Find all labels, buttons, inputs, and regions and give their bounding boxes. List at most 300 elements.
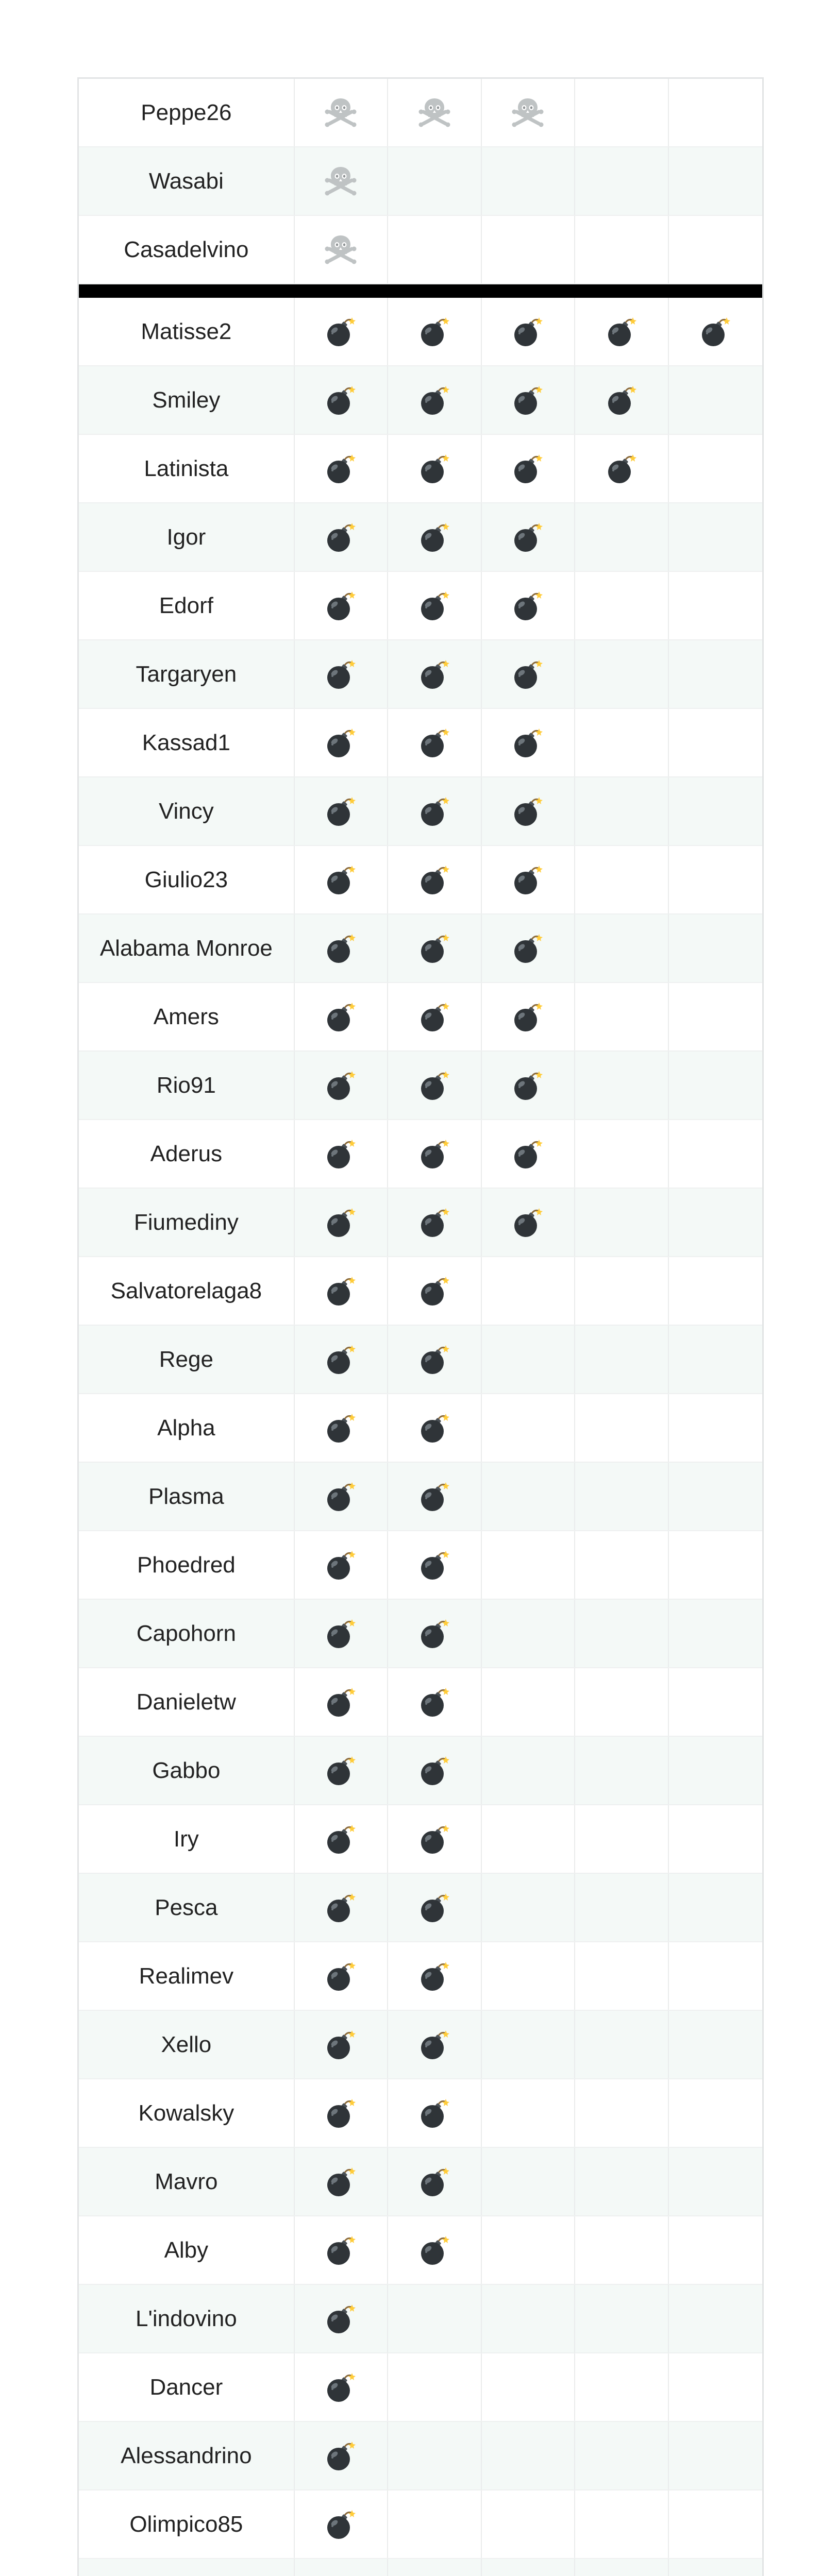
bomb-icon (324, 1754, 357, 1787)
bomb-icon (418, 932, 451, 965)
bomb-icon (324, 2028, 357, 2061)
mark-cell (669, 1942, 762, 2010)
bomb-icon (418, 2097, 451, 2130)
mark-cell (482, 1600, 575, 1667)
mark-cell (295, 2422, 388, 2489)
table-row (79, 1805, 762, 1874)
bomb-icon (511, 589, 544, 622)
player-name (79, 2559, 295, 2576)
player-name: Casadelvino (79, 216, 295, 283)
table-row (79, 1120, 762, 1189)
mark-cell (669, 1600, 762, 1667)
table-row (79, 2353, 762, 2422)
table-row (79, 777, 762, 846)
bomb-icon (324, 2439, 357, 2472)
mark-cell (388, 366, 481, 434)
mark-cell (575, 1874, 668, 1941)
mark-cell (482, 366, 575, 434)
player-name: Rio91 (79, 1052, 295, 1119)
table-row (79, 1874, 762, 1942)
mark-cell (295, 503, 388, 571)
mark-cell (669, 2353, 762, 2421)
bomb-icon (324, 2371, 357, 2404)
mark-cell (482, 846, 575, 913)
mark-cell (669, 1531, 762, 1599)
mark-cell (388, 1394, 481, 1462)
player-name: Edorf (79, 572, 295, 639)
player-name: Igor (79, 503, 295, 571)
mark-cell (388, 2559, 481, 2576)
bomb-icon (418, 726, 451, 759)
mark-cell (575, 1120, 668, 1188)
mark-cell (388, 147, 481, 215)
bomb-icon (418, 1960, 451, 1993)
bomb-icon (418, 1275, 451, 1308)
mark-cell (295, 1394, 388, 1462)
bomb-icon (418, 1891, 451, 1924)
player-name: Iry (79, 1805, 295, 1873)
player-name: Alabama Monroe (79, 914, 295, 982)
bomb-icon (418, 1617, 451, 1650)
player-name: Alpha (79, 1394, 295, 1462)
mark-cell (388, 1874, 481, 1941)
mark-cell (482, 777, 575, 845)
table-row (79, 2079, 762, 2148)
mark-cell (575, 1257, 668, 1325)
mark-cell (669, 1463, 762, 1530)
mark-cell (388, 1257, 481, 1325)
mark-cell (575, 2353, 668, 2421)
table-row (79, 2148, 762, 2216)
mark-cell (482, 216, 575, 283)
table-row (79, 1189, 762, 1257)
mark-cell (575, 1737, 668, 1804)
mark-cell (575, 1326, 668, 1393)
player-name: Phoedred (79, 1531, 295, 1599)
mark-cell (295, 777, 388, 845)
mark-cell (295, 709, 388, 776)
bomb-icon (511, 452, 544, 485)
bomb-icon (324, 2165, 357, 2198)
bomb-icon (324, 1343, 357, 1376)
mark-cell (669, 2285, 762, 2352)
mark-cell (388, 983, 481, 1050)
table-row (79, 216, 762, 284)
mark-cell (575, 709, 668, 776)
bomb-icon (511, 384, 544, 417)
mark-cell (482, 1942, 575, 2010)
bomb-icon (324, 2508, 357, 2541)
mark-cell (388, 2353, 481, 2421)
table-row (79, 366, 762, 435)
bomb-icon (418, 863, 451, 896)
mark-cell (575, 1189, 668, 1256)
table-row (79, 2559, 762, 2576)
player-name: Plasma (79, 1463, 295, 1530)
mark-cell (575, 503, 668, 571)
mark-cell (669, 2011, 762, 2078)
mark-cell (388, 1189, 481, 1256)
player-name: Mavro (79, 2148, 295, 2215)
bomb-icon (418, 2234, 451, 2267)
mark-cell (669, 983, 762, 1050)
bomb-icon (418, 1480, 451, 1513)
player-name: Vincy (79, 777, 295, 845)
bomb-icon (324, 521, 357, 554)
mark-cell (482, 983, 575, 1050)
mark-cell (295, 983, 388, 1050)
player-name: Fiumediny (79, 1189, 295, 1256)
mark-cell (482, 79, 575, 146)
bomb-icon (324, 589, 357, 622)
table-row (79, 435, 762, 503)
mark-cell (575, 2422, 668, 2489)
mark-cell (482, 2559, 575, 2576)
mark-cell (295, 1052, 388, 1119)
mark-cell (482, 1257, 575, 1325)
skull-crossbones-icon (511, 96, 544, 129)
mark-cell (575, 2285, 668, 2352)
mark-cell (575, 216, 668, 283)
bomb-icon (511, 1206, 544, 1239)
mark-cell (295, 147, 388, 215)
mark-cell (669, 1257, 762, 1325)
table-row (79, 79, 762, 147)
mark-cell (482, 1326, 575, 1393)
bomb-icon (605, 384, 638, 417)
mark-cell (295, 2353, 388, 2421)
table-row (79, 914, 762, 983)
mark-cell (388, 298, 481, 365)
mark-cell (669, 2216, 762, 2284)
player-name: Pesca (79, 1874, 295, 1941)
mark-cell (575, 1805, 668, 1873)
mark-cell (295, 846, 388, 913)
mark-cell (388, 1326, 481, 1393)
mark-cell (388, 777, 481, 845)
mark-cell (482, 503, 575, 571)
player-name: Kassad1 (79, 709, 295, 776)
mark-cell (295, 1531, 388, 1599)
mark-cell (295, 914, 388, 982)
mark-cell (388, 2216, 481, 2284)
mark-cell (482, 572, 575, 639)
mark-cell (388, 914, 481, 982)
mark-cell (482, 1463, 575, 1530)
bomb-icon (324, 1960, 357, 1993)
mark-cell (295, 2148, 388, 2215)
bomb-icon (418, 1138, 451, 1171)
mark-cell (669, 640, 762, 708)
mark-cell (295, 2216, 388, 2284)
mark-cell (388, 1120, 481, 1188)
bomb-icon (324, 384, 357, 417)
bomb-icon (418, 452, 451, 485)
mark-cell (482, 1737, 575, 1804)
mark-cell (482, 147, 575, 215)
table-row (79, 1326, 762, 1394)
player-name: Kowalsky (79, 2079, 295, 2147)
table-row (79, 983, 762, 1052)
table-row (79, 298, 762, 366)
bomb-icon (418, 315, 451, 348)
bomb-icon (324, 1823, 357, 1856)
bomb-icon (418, 1412, 451, 1445)
bomb-icon (511, 521, 544, 554)
mark-cell (482, 1874, 575, 1941)
bomb-icon (324, 1617, 357, 1650)
mark-cell (295, 2490, 388, 2558)
player-name: Smiley (79, 366, 295, 434)
mark-cell (669, 2079, 762, 2147)
bomb-icon (324, 658, 357, 691)
group-divider (79, 284, 762, 298)
mark-cell (482, 1805, 575, 1873)
mark-cell (388, 216, 481, 283)
bomb-icon (418, 1001, 451, 1033)
table-row (79, 1531, 762, 1600)
mark-cell (669, 147, 762, 215)
player-name: Alessandrino (79, 2422, 295, 2489)
bomb-icon (418, 1069, 451, 1102)
mark-cell (669, 298, 762, 365)
mark-cell (388, 1668, 481, 1736)
mark-cell (669, 1668, 762, 1736)
mark-cell (295, 572, 388, 639)
mark-cell (482, 1052, 575, 1119)
bomb-icon (324, 863, 357, 896)
mark-cell (575, 914, 668, 982)
bomb-icon (324, 1206, 357, 1239)
player-name: Gabbo (79, 1737, 295, 1804)
bomb-icon (324, 1412, 357, 1445)
mark-cell (575, 298, 668, 365)
mark-cell (575, 1531, 668, 1599)
mark-cell (669, 366, 762, 434)
bomb-icon (418, 1754, 451, 1787)
bomb-icon (324, 1069, 357, 1102)
skull-crossbones-icon (418, 96, 451, 129)
mark-cell (575, 2559, 668, 2576)
mark-cell (482, 1668, 575, 1736)
mark-cell (295, 1326, 388, 1393)
mark-cell (482, 2011, 575, 2078)
mark-cell (295, 216, 388, 283)
mark-cell (482, 1189, 575, 1256)
mark-cell (388, 1052, 481, 1119)
mark-cell (388, 2422, 481, 2489)
mark-cell (388, 435, 481, 502)
table-row (79, 846, 762, 914)
bomb-icon (511, 795, 544, 828)
mark-cell (575, 983, 668, 1050)
mark-cell (295, 1668, 388, 1736)
mark-cell (388, 1805, 481, 1873)
bomb-icon (324, 1549, 357, 1582)
mark-cell (482, 2285, 575, 2352)
mark-cell (669, 1189, 762, 1256)
mark-cell (388, 1531, 481, 1599)
player-name: Latinista (79, 435, 295, 502)
mark-cell (482, 435, 575, 502)
mark-cell (669, 2559, 762, 2576)
mark-cell (295, 298, 388, 365)
mark-cell (388, 1600, 481, 1667)
mark-cell (575, 846, 668, 913)
bomb-icon (418, 2028, 451, 2061)
mark-cell (575, 640, 668, 708)
table-row (79, 503, 762, 572)
mark-cell (575, 435, 668, 502)
mark-cell (295, 1737, 388, 1804)
mark-cell (295, 2011, 388, 2078)
player-name: L'indovino (79, 2285, 295, 2352)
mark-cell (388, 2285, 481, 2352)
mark-cell (482, 2216, 575, 2284)
bomb-icon (511, 726, 544, 759)
mark-cell (295, 1463, 388, 1530)
bomb-icon (511, 863, 544, 896)
mark-cell (575, 1600, 668, 1667)
mark-cell (388, 572, 481, 639)
mark-cell (575, 1052, 668, 1119)
mark-cell (575, 366, 668, 434)
table-row (79, 2285, 762, 2353)
player-name: Realimev (79, 1942, 295, 2010)
player-name: Aderus (79, 1120, 295, 1188)
mark-cell (669, 1120, 762, 1188)
mark-cell (669, 1052, 762, 1119)
mark-cell (669, 1394, 762, 1462)
bomb-icon (418, 1206, 451, 1239)
table-row (79, 1668, 762, 1737)
mark-cell (575, 147, 668, 215)
bomb-icon (418, 1343, 451, 1376)
mark-cell (575, 1463, 668, 1530)
mark-cell (575, 2148, 668, 2215)
player-name: Wasabi (79, 147, 295, 215)
mark-cell (295, 1942, 388, 2010)
mark-cell (575, 1394, 668, 1462)
scoreboard-table (77, 77, 764, 2576)
bomb-icon (324, 1275, 357, 1308)
skull-crossbones-icon (324, 165, 357, 198)
mark-cell (669, 1737, 762, 1804)
player-name: Matisse2 (79, 298, 295, 365)
bomb-icon (418, 384, 451, 417)
bomb-icon (699, 315, 732, 348)
bomb-icon (324, 1891, 357, 1924)
bomb-icon (324, 1001, 357, 1033)
mark-cell (575, 79, 668, 146)
player-name: Giulio23 (79, 846, 295, 913)
table-row (79, 1737, 762, 1805)
mark-cell (295, 640, 388, 708)
mark-cell (295, 1120, 388, 1188)
bomb-icon (418, 521, 451, 554)
mark-cell (295, 79, 388, 146)
mark-cell (482, 640, 575, 708)
bomb-icon (511, 315, 544, 348)
player-name: Olimpico85 (79, 2490, 295, 2558)
bomb-icon (418, 2165, 451, 2198)
mark-cell (669, 79, 762, 146)
player-name: Alby (79, 2216, 295, 2284)
bomb-icon (324, 932, 357, 965)
player-name: Capohorn (79, 1600, 295, 1667)
bomb-icon (324, 1686, 357, 1719)
bomb-icon (324, 2234, 357, 2267)
table-row (79, 2422, 762, 2490)
player-name: Rege (79, 1326, 295, 1393)
bomb-icon (511, 1138, 544, 1171)
table-row (79, 709, 762, 777)
bomb-icon (418, 589, 451, 622)
mark-cell (482, 914, 575, 982)
bomb-icon (418, 1823, 451, 1856)
table-row (79, 1394, 762, 1463)
table-row (79, 2011, 762, 2079)
mark-cell (388, 503, 481, 571)
player-name: Xello (79, 2011, 295, 2078)
bomb-icon (324, 2097, 357, 2130)
mark-cell (295, 1600, 388, 1667)
bomb-icon (511, 1001, 544, 1033)
player-name: Danieletw (79, 1668, 295, 1736)
table-row (79, 147, 762, 216)
mark-cell (482, 298, 575, 365)
mark-cell (295, 366, 388, 434)
player-name: Amers (79, 983, 295, 1050)
mark-cell (575, 1668, 668, 1736)
mark-cell (669, 435, 762, 502)
mark-cell (482, 2148, 575, 2215)
bomb-icon (324, 2302, 357, 2335)
table-row (79, 1052, 762, 1120)
mark-cell (669, 1326, 762, 1393)
mark-cell (669, 914, 762, 982)
bomb-icon (511, 932, 544, 965)
mark-cell (388, 640, 481, 708)
mark-cell (388, 2011, 481, 2078)
table-row (79, 572, 762, 640)
mark-cell (388, 2148, 481, 2215)
bomb-icon (324, 1138, 357, 1171)
mark-cell (295, 1805, 388, 1873)
mark-cell (669, 216, 762, 283)
mark-cell (388, 2079, 481, 2147)
table-row (79, 2216, 762, 2285)
mark-cell (388, 846, 481, 913)
bomb-icon (418, 658, 451, 691)
mark-cell (295, 2079, 388, 2147)
mark-cell (388, 1942, 481, 2010)
player-name: Salvatorelaga8 (79, 1257, 295, 1325)
table-row (79, 1600, 762, 1668)
mark-cell (669, 572, 762, 639)
bomb-icon (418, 1549, 451, 1582)
bomb-icon (324, 795, 357, 828)
table-row (79, 640, 762, 709)
bomb-icon (418, 795, 451, 828)
bomb-icon (511, 1069, 544, 1102)
mark-cell (482, 1531, 575, 1599)
mark-cell (482, 1120, 575, 1188)
mark-cell (669, 777, 762, 845)
mark-cell (669, 1805, 762, 1873)
mark-cell (295, 2285, 388, 2352)
table-row (79, 1463, 762, 1531)
